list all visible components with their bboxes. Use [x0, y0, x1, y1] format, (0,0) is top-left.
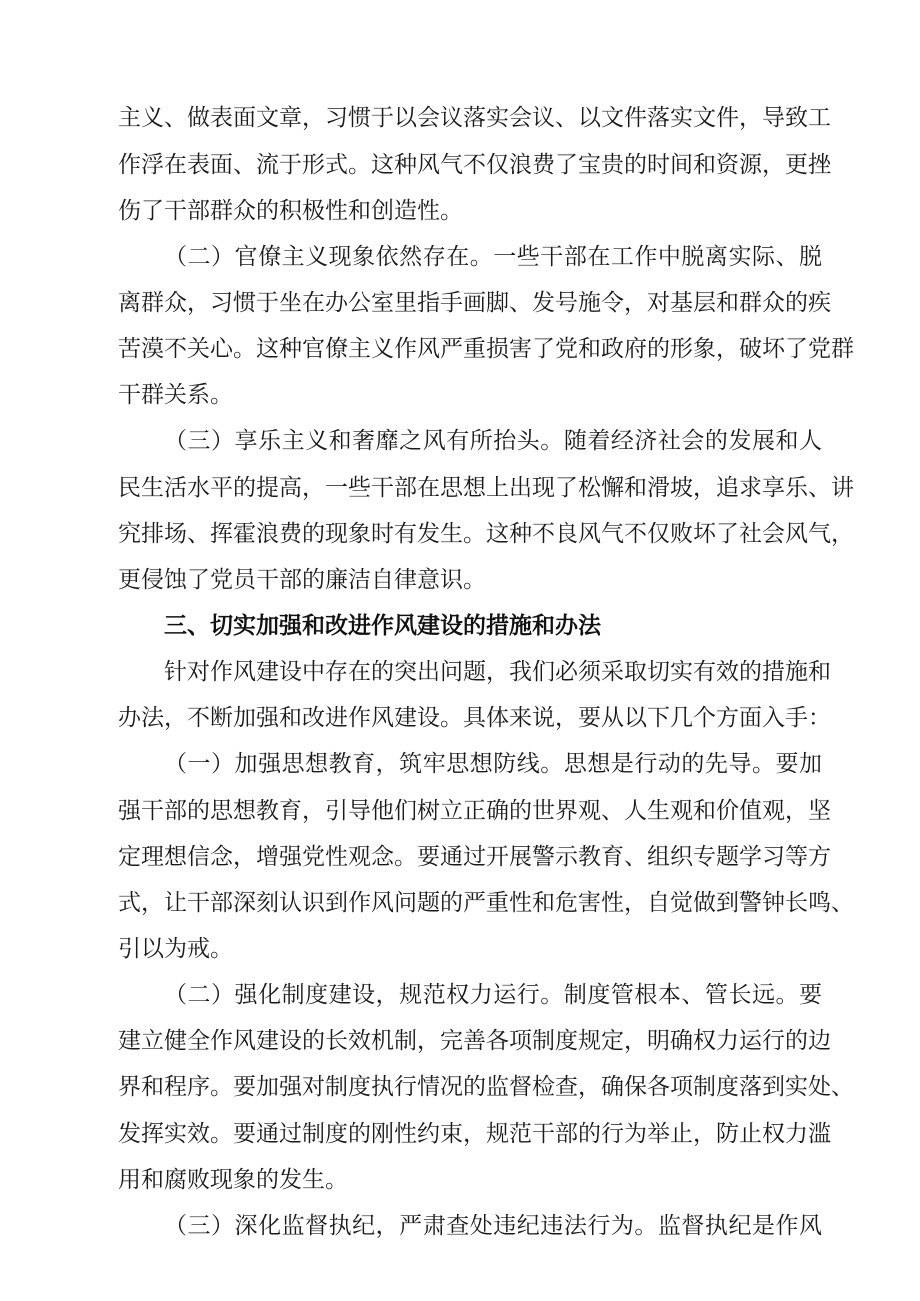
paragraph-line: 更侵蚀了党员干部的廉洁自律意识。: [118, 567, 486, 593]
paragraph-line: 作浮在表面、流于形式。这种风气不仅浪费了宝贵的时间和资源，更挫: [118, 152, 831, 178]
paragraph-line: 伤了干部群众的积极性和创造性。: [118, 198, 463, 224]
paragraph-line: 民生活水平的提高，一些干部在思想上出现了松懈和滑坡，追求享乐、讲: [118, 475, 854, 501]
paragraph-line: 究排场、挥霍浪费的现象时有发生。这种不良风气不仅败坏了社会风气，: [118, 521, 854, 547]
paragraph-line: 界和程序。要加强对制度执行情况的监督检查，确保各项制度落到实处、: [118, 1074, 854, 1100]
paragraph-line: 离群众，习惯于坐在办公室里指手画脚、发号施令，对基层和群众的疾: [118, 290, 831, 316]
paragraph-line: 针对作风建设中存在的突出问题，我们必须采取切实有效的措施和: [164, 659, 831, 685]
paragraph-line: 用和腐败现象的发生。: [118, 1167, 348, 1193]
paragraph-line: 苦漠不关心。这种官僚主义作风严重损害了党和政府的形象，破坏了党群: [118, 336, 854, 362]
paragraph-line: （三）享乐主义和奢靡之风有所抬头。随着经济社会的发展和人: [164, 428, 822, 454]
paragraph-line: 引以为戒。: [118, 936, 233, 962]
paragraph-line: 建立健全作风建设的长效机制，完善各项制度规定，明确权力运行的边: [118, 1028, 831, 1054]
paragraph-line: 式，让干部深刻认识到作风问题的严重性和危害性，自觉做到警钟长鸣、: [118, 890, 854, 916]
paragraph-line: （三）深化监督执纪，严肃查处违纪违法行为。监督执纪是作风: [164, 1213, 822, 1239]
paragraph-line: 干群关系。: [118, 382, 233, 408]
paragraph-line: 强干部的思想教育，引导他们树立正确的世界观、人生观和价值观，坚: [118, 798, 831, 824]
paragraph-line: （二）官僚主义现象依然存在。一些干部在工作中脱离实际、脱: [164, 244, 822, 270]
paragraph-line: （一）加强思想教育，筑牢思想防线。思想是行动的先导。要加: [164, 751, 822, 777]
paragraph-line: 定理想信念，增强党性观念。要通过开展警示教育、组织专题学习等方: [118, 844, 831, 870]
paragraph-line: 办法，不断加强和改进作风建设。具体来说，要从以下几个方面入手：: [118, 705, 831, 731]
paragraph-line: 主义、做表面文章，习惯于以会议落实会议、以文件落实文件，导致工: [118, 105, 831, 131]
paragraph-line: 发挥实效。要通过制度的刚性约束，规范干部的行为举止，防止权力滥: [118, 1121, 831, 1147]
paragraph-line: （二）强化制度建设，规范权力运行。制度管根本、管长远。要: [164, 982, 822, 1008]
section-heading: 三、切实加强和改进作风建设的措施和办法: [164, 613, 601, 639]
